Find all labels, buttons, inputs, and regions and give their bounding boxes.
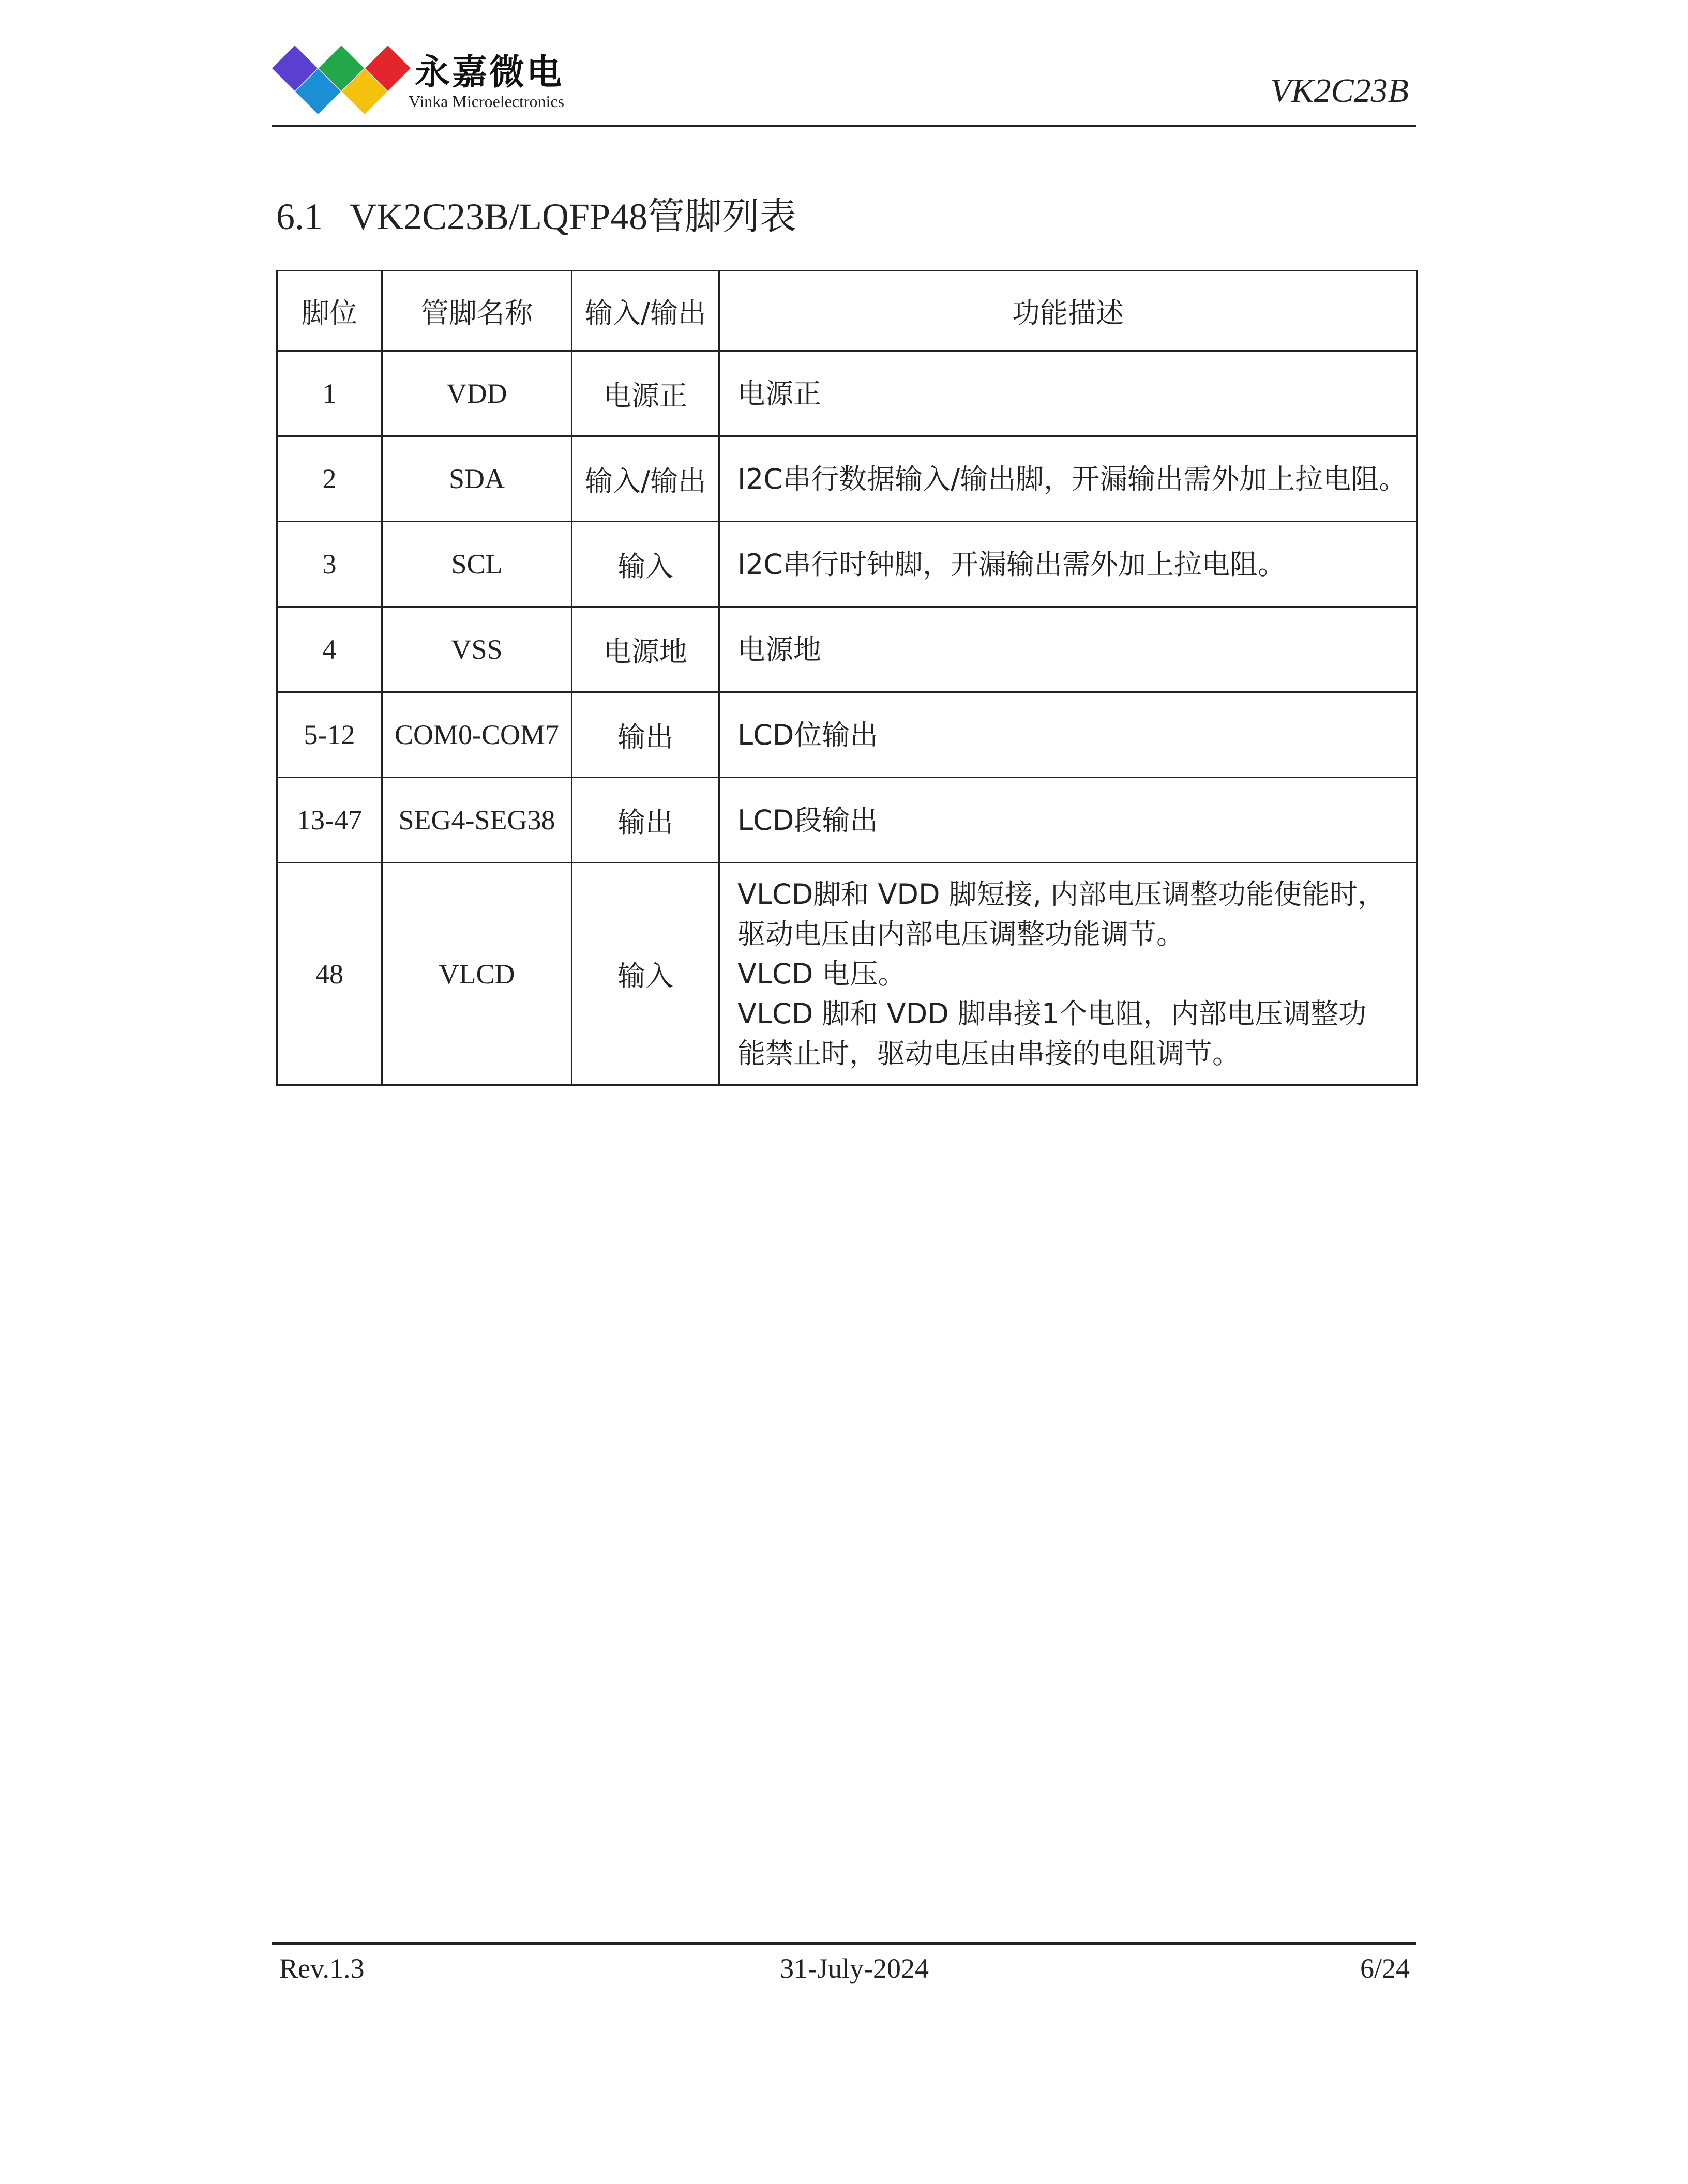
pin-io: 输入 — [572, 522, 719, 607]
pin-number: 5-12 — [277, 692, 382, 778]
pin-number: 3 — [277, 522, 382, 607]
table-row — [277, 436, 1417, 522]
description-line: VLCD 脚和 VDD 脚串接1个电阻，内部电压调整功 — [737, 997, 1367, 1030]
pin-description — [719, 522, 1417, 607]
footer-revision: Rev.1.3 — [279, 1953, 365, 1984]
pin-io: 输入/输出 — [572, 436, 719, 522]
description-line: VLCD脚和 VDD 脚短接, 内部电压调整功能使能时， — [737, 878, 1386, 911]
pin-description — [719, 778, 1417, 863]
description-line: 能禁止时，驱动电压由串接的电阻调节。 — [737, 1037, 1240, 1070]
pin-io: 输出 — [572, 778, 719, 863]
header-io: 输入/输出 — [572, 271, 719, 351]
section-number: 6.1 — [276, 196, 323, 237]
description-line: I2C串行数据输入/输出脚，开漏输出需外加上拉电阻。 — [737, 462, 1407, 495]
table-row — [277, 607, 1417, 692]
section-title: VK2C23B/LQFP48管脚列表 — [350, 196, 797, 237]
header-function: 功能描述 — [719, 271, 1417, 351]
table-row — [277, 863, 1417, 1085]
pin-name: COM0-COM7 — [382, 692, 572, 778]
footer-date: 31-July-2024 — [780, 1953, 929, 1984]
pin-number: 1 — [277, 351, 382, 436]
pin-name: VSS — [382, 607, 572, 692]
pin-table — [276, 270, 1418, 1086]
section-heading — [276, 186, 796, 240]
description-line: LCD段输出 — [737, 803, 878, 837]
table-row — [277, 778, 1417, 863]
footer-page-number: 6/24 — [1360, 1953, 1410, 1984]
pin-io: 电源正 — [572, 351, 719, 436]
header-pin: 脚位 — [277, 271, 382, 351]
description-line: 电源地 — [737, 633, 821, 666]
pin-number: 13-47 — [277, 778, 382, 863]
pin-io: 输入 — [572, 863, 719, 1085]
pin-io: 电源地 — [572, 607, 719, 692]
table-header-row — [277, 271, 1417, 351]
pin-name: SDA — [382, 436, 572, 522]
description-line: I2C串行时钟脚，开漏输出需外加上拉电阻。 — [737, 548, 1286, 581]
description-line: VLCD 电压。 — [737, 958, 906, 990]
pin-description — [719, 607, 1417, 692]
pin-description — [719, 351, 1417, 436]
table-row — [277, 351, 1417, 436]
pin-description — [719, 863, 1417, 1085]
footer-divider — [272, 1942, 1416, 1945]
logo-chinese-name: 永嘉微电 — [415, 52, 564, 93]
pin-name: VLCD — [382, 863, 572, 1085]
logo-english-name: Vinka Microelectronics — [409, 92, 565, 111]
company-logo — [269, 42, 600, 120]
pin-name: SEG4-SEG38 — [382, 778, 572, 863]
header-pin-name: 管脚名称 — [382, 271, 572, 351]
table-row — [277, 692, 1417, 778]
pin-description — [719, 436, 1417, 522]
pin-number: 4 — [277, 607, 382, 692]
description-line: LCD位输出 — [737, 718, 878, 751]
pin-number: 2 — [277, 436, 382, 522]
pin-name: VDD — [382, 351, 572, 436]
description-line: 驱动电压由内部电压调整功能调节。 — [737, 918, 1184, 950]
pin-number: 48 — [277, 863, 382, 1085]
table-row — [277, 522, 1417, 607]
header-divider — [272, 125, 1416, 127]
document-id: VK2C23B — [1270, 72, 1409, 110]
pin-description — [719, 692, 1417, 778]
logo-diamonds-icon — [269, 42, 414, 120]
pin-name: SCL — [382, 522, 572, 607]
description-line: 电源正 — [737, 377, 821, 410]
pin-io: 输出 — [572, 692, 719, 778]
